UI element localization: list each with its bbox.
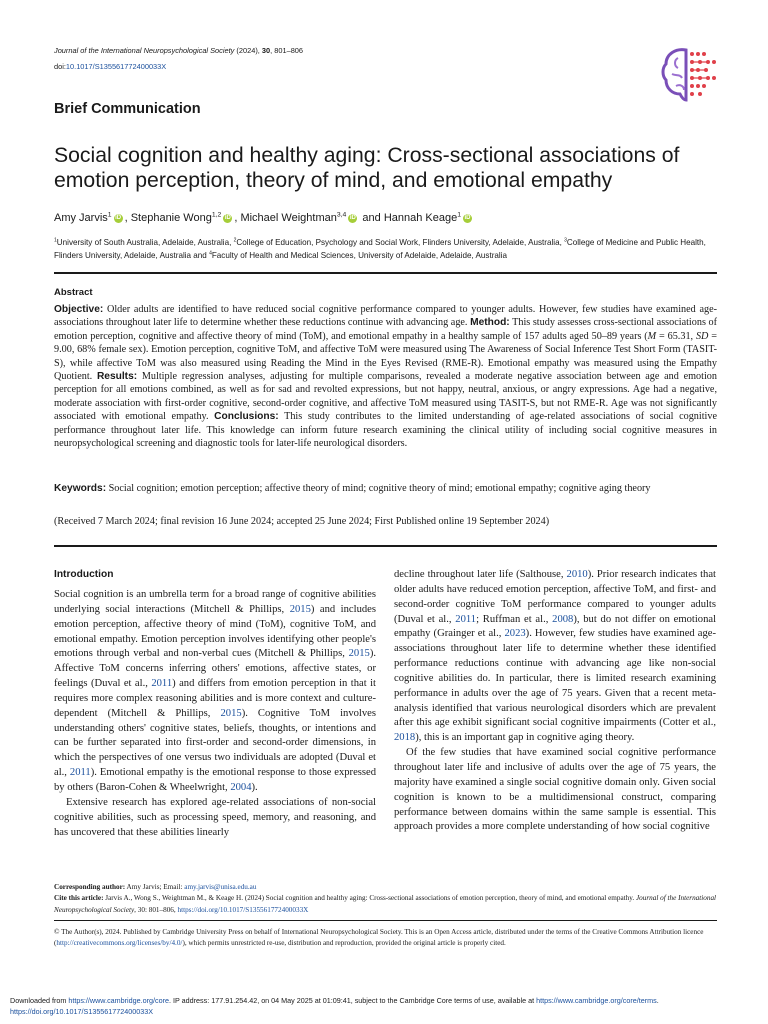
author-name[interactable]: Michael Weightman bbox=[240, 212, 337, 224]
author-affil-sup: 1 bbox=[457, 211, 462, 219]
author-separator: , bbox=[124, 212, 131, 224]
text-run: Jarvis A., Wong S., Weightman M., & Keage H. (2024) Social cognition and healthy aging: Cross-sectional associations of emotion perception, theory of mind, and emotional empathy. bbox=[103, 894, 636, 903]
orcid-icon[interactable]: iD bbox=[349, 214, 356, 221]
citation-link[interactable]: 2011 bbox=[151, 678, 173, 690]
footnotes bbox=[54, 882, 717, 916]
text-run: ). Affective ToM concerns inferring others' emotions, affective states, or feelings (Duval et al., bbox=[54, 648, 376, 690]
text-run: Social cognition is an umbrella term for a broad range of cognitive abilities underlying social interactions (Mitchell & Phillips, bbox=[54, 589, 376, 615]
corresponding-author bbox=[54, 882, 717, 893]
affiliation: University of South Australia, Adelaide, Australia, bbox=[56, 238, 234, 247]
download-notice bbox=[10, 996, 760, 1017]
affil-sup: 4 bbox=[209, 250, 212, 257]
text-run: , 30 bbox=[134, 905, 145, 914]
doi-prefix: doi: bbox=[54, 62, 66, 71]
license-notice bbox=[54, 927, 717, 950]
orcid-icon[interactable]: iD bbox=[224, 214, 231, 221]
author-affil-sup: 1,2 bbox=[211, 211, 222, 219]
citation-link[interactable]: 2015 bbox=[220, 707, 242, 719]
paragraph: Of the few studies that have examined social cognitive performance throughout later life and inclusive of adults over the age of 75 years, the majority have examined a single social cognitive domain only. Given social cognition is known to be a multidimensional construct, comparing performance between domains within the same sample is essential. This approach provides a more complete understanding of how social cognitive bbox=[394, 747, 716, 833]
text-run: ). However, few studies have examined age-associations throughout later life to determine whether these identified performance reductions continue with advancing age like non-social cognitive abilities do. In particular, there is limited research examining performance in adults over the age of 75 years. Given that a recent meta-analysis identified that various neurological disorders which are prevalent after this age exhibit significant social cognitive impairments (Cotter et al., bbox=[394, 628, 716, 729]
text-run: Journal of the International Neuropsychological Society bbox=[54, 894, 717, 914]
abstract-text: = 9.00, 68% female sex). Emotion perception, cognitive ToM, and affective ToM were measured using The Awareness of Social Inference Test Short Form (TASIT-S), while affective ToM was also measured using Reading the Mind in the Eyes Revised (RME-R). Emotional empathy was measured using the Empathy Quotient. bbox=[54, 330, 718, 383]
citation-link[interactable]: 2023 bbox=[504, 628, 526, 640]
citation-link[interactable]: 2018 bbox=[394, 732, 416, 744]
author-affil-sup: 1 bbox=[107, 211, 112, 219]
cambridge-core-link[interactable]: https://www.cambridge.org/core bbox=[68, 996, 170, 1005]
affiliation: Faculty of Health and Medical Sciences, University of Adelaide, Adelaide, Australia bbox=[211, 251, 507, 260]
received-dates: (Received 7 March 2024; final revision 16 June 2024; accepted 25 June 2024; First Published online 19 September 2024) bbox=[54, 516, 550, 527]
footnote-label: Cite this article: bbox=[54, 894, 104, 903]
citation-link[interactable]: 2011 bbox=[69, 767, 91, 779]
affil-sup: 3 bbox=[564, 237, 567, 244]
divider bbox=[54, 545, 717, 547]
abstract-label: Conclusions: bbox=[214, 411, 279, 423]
text-run: ). bbox=[251, 781, 258, 793]
abstract-body bbox=[54, 303, 717, 450]
keywords-label: Keywords: bbox=[54, 483, 107, 494]
journal-logo-icon bbox=[658, 44, 718, 104]
text-run: Amy Jarvis; Email: bbox=[125, 883, 185, 891]
journal-year: (2024), bbox=[236, 46, 260, 55]
footnote-label: Corresponding author: bbox=[54, 883, 126, 891]
stat-symbol: M bbox=[647, 330, 657, 342]
abstract-text: This study contributes to the limited understanding of age-related associations of social cognitive performance throughout later life. This knowledge can inform future research examining the clinical utility of including social cognitive measures in neuropsychological screening and diagnostic tools for later-life neurological disorders. bbox=[54, 411, 717, 450]
introduction-heading: Introduction bbox=[54, 569, 114, 580]
body-column-left bbox=[54, 588, 376, 840]
affil-sup: 2 bbox=[233, 237, 237, 244]
citation-link[interactable]: 2015 bbox=[289, 603, 311, 615]
divider bbox=[54, 920, 717, 921]
affiliation: College of Medicine and Public Health, Flinders University, Adelaide, Australia and bbox=[54, 238, 706, 260]
text-run: Downloaded from bbox=[10, 996, 69, 1005]
abstract-label: Method: bbox=[470, 317, 510, 329]
journal-name: Journal of the International Neuropsychological Society bbox=[54, 46, 235, 55]
orcid-icon[interactable]: iD bbox=[464, 214, 471, 221]
paragraph bbox=[394, 568, 716, 746]
abstract-label: Results: bbox=[96, 371, 138, 383]
citation-link[interactable]: 2015 bbox=[348, 648, 370, 660]
affiliation: College of Education, Psychology and Social Work, Flinders University, Adelaide, Australia, bbox=[236, 238, 565, 247]
abstract-text: = 65.31, bbox=[656, 330, 696, 342]
terms-link[interactable]: https://www.cambridge.org/core/terms bbox=[536, 996, 657, 1005]
text-run: ). Prior research indicates that older adults have reduced emotion perception, affective ToM, and first- and second-order cognitive ToM performance compared to younger adults (Duval et al., bbox=[394, 569, 716, 625]
text-run: ), which permits unrestricted re-use, distribution and reproduction, provided the original article is properly cited. bbox=[182, 939, 506, 948]
cite-this-article bbox=[54, 893, 717, 916]
keywords bbox=[54, 482, 717, 495]
text-run: ) and differs from emotion perception in that it requires more complex reasoning abilities and is more context and culture-dependent (Mitchell & Phillips, bbox=[54, 678, 376, 719]
text-run: © The Author(s), 2024. Published by Cambridge University Press on behalf of International Neuropsychological Society. This is an Open Access article, distributed under the terms of the Creative Commons Attribution licence ( bbox=[54, 928, 704, 948]
doi-link[interactable]: https://doi.org/10.1017/S135561772400033X bbox=[177, 905, 309, 914]
abstract-label: Objective: bbox=[54, 304, 104, 315]
doi-link[interactable]: 10.1017/S135561772400033X bbox=[65, 62, 167, 71]
author-name[interactable]: Hannah Keage bbox=[383, 212, 458, 224]
text-run: . bbox=[656, 996, 659, 1005]
abstract-heading: Abstract bbox=[54, 287, 93, 298]
text-run: ) and includes emotion perception, affective theory of mind (ToM), cognitive ToM, and emotional empathy. Emotion perception involves identifying other people's emotions through verbal and non-verbal cues (Mitchell & Phillips, bbox=[54, 603, 376, 660]
text-run: ). Cognitive ToM involves understanding others' cognitive states, beliefs, thoughts, or intentions and can be further separated into first-order and second-order dimensions, in which the perspectives of one versus two individuals are adopted (Duval et al., bbox=[54, 707, 377, 779]
affil-sup: 1 bbox=[54, 237, 57, 244]
citation-link[interactable]: 2010 bbox=[566, 569, 588, 580]
citation-link[interactable]: 2004 bbox=[230, 781, 252, 793]
text-run: : 801–806, bbox=[144, 905, 178, 914]
author-name[interactable]: Amy Jarvis bbox=[54, 212, 108, 224]
paragraph: Extensive research has explored age-related associations of non-social cognitive abilities, such as processing speed, memory, and reasoning, and has uncovered that these abilities linearly bbox=[54, 796, 376, 838]
body-column-right bbox=[394, 568, 716, 835]
text-run: . IP address: 177.91.254.42, on 04 May 2025 at 01:09:41, subject to the Cambridge Core terms of use, available at bbox=[169, 996, 537, 1005]
citation-link[interactable]: 2011 bbox=[455, 613, 477, 625]
abstract-text: Older adults are identified to have reduced social cognitive performance compared to younger adults. However, few studies have examined age-associations throughout later life to determine whether these reductions continue with advancing age. bbox=[54, 304, 717, 329]
divider bbox=[54, 272, 717, 274]
doi-line bbox=[54, 62, 166, 71]
email-link[interactable]: amy.jarvis@unisa.edu.au bbox=[184, 883, 257, 891]
journal-pages: , 801–806 bbox=[270, 46, 304, 55]
abstract-text: This study assesses cross-sectional associations of emotion perception, cognitive and affective theory of mind (ToM), and emotional empathy in a healthy sample of 157 adults aged 50–89 years ( bbox=[54, 317, 717, 342]
affiliations bbox=[54, 236, 724, 262]
author-affil-sup: 3,4 bbox=[336, 211, 347, 219]
author-list bbox=[54, 212, 474, 224]
author-name[interactable]: Stephanie Wong bbox=[130, 212, 212, 224]
citation-link[interactable]: 2008 bbox=[552, 613, 574, 625]
keywords-text: Social cognition; emotion perception; affective theory of mind; cognitive theory of mind; emotional empathy; cognitive aging theory bbox=[106, 483, 651, 494]
doi-link[interactable]: https://doi.org/10.1017/S135561772400033X bbox=[10, 1006, 154, 1016]
license-link[interactable]: http://creativecommons.org/licenses/by/4.0/ bbox=[56, 939, 183, 948]
text-run: ; Ruffman et al., bbox=[476, 613, 553, 625]
text-run: decline throughout later life (Salthouse, bbox=[394, 569, 567, 580]
author-separator: , bbox=[234, 212, 241, 224]
stat-symbol: SD bbox=[695, 330, 709, 342]
journal-volume: 30 bbox=[261, 46, 271, 55]
text-run: ). Emotional empathy is the emotional response to those expressed by others (Baron-Cohen & Wheelwright, bbox=[54, 767, 377, 793]
orcid-icon[interactable]: iD bbox=[115, 214, 122, 221]
article-title: Social cognition and healthy aging: Cross-sectional associations of emotion perception, theory of mind, and emotional empathy bbox=[54, 144, 680, 192]
text-run: ), but do not differ on emotional empathy (Grainger et al., bbox=[394, 613, 717, 640]
author-separator: and bbox=[359, 212, 384, 224]
abstract-text: Multiple regression analyses, adjusting for multiple comparisons, revealed a moderate negative association between age and emotion perception for all emotions combined, as well as for sad and revolted expressions, but not happy, neutral, anxious, or angry expressions. Age had a negative, moderate association with first-order cognitive, second-order cognitive, and affective ToM measured using TASIT-S, but not RME-R. Age was not significantly associated with emotional empathy. bbox=[54, 371, 717, 423]
paragraph bbox=[54, 588, 376, 796]
journal-citation bbox=[54, 46, 303, 55]
article-type: Brief Communication bbox=[54, 101, 201, 117]
text-run: ), this is an important gap in cognitive aging theory. bbox=[415, 732, 635, 744]
